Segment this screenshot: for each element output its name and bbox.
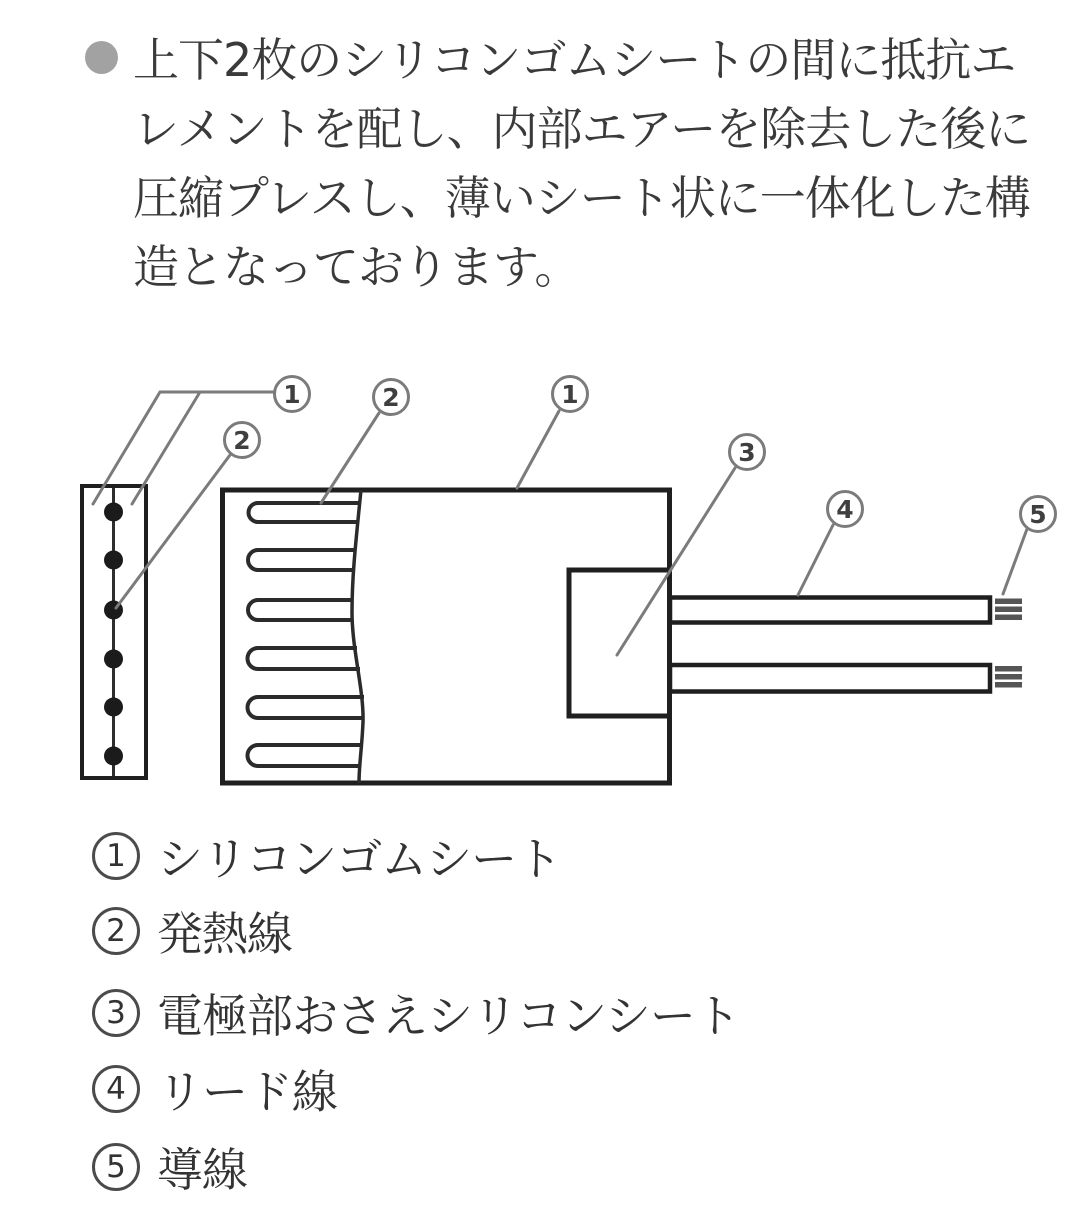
legend-num-4: 4 bbox=[92, 1065, 140, 1113]
conductor-strands bbox=[995, 599, 1022, 688]
intro-line: 造となっております。 bbox=[133, 240, 580, 294]
intro-line: レメントを配し、内部エアーを除去した後に bbox=[133, 102, 1031, 156]
legend-num-1: 1 bbox=[92, 832, 140, 880]
leader-lead-wire bbox=[798, 525, 833, 595]
electrode-holder-sheet bbox=[569, 570, 670, 716]
legend-num-5: 5 bbox=[92, 1143, 140, 1191]
callout-3-electrode: 3 bbox=[728, 433, 766, 471]
legend-label-3: 電極部おさえシリコンシート bbox=[157, 989, 740, 1043]
legend-label-1: シリコンゴムシート bbox=[157, 832, 562, 886]
callout-1-sheet-plan: 1 bbox=[551, 375, 589, 413]
legend-item-3 bbox=[92, 988, 740, 1043]
legend-label-4: リード線 bbox=[157, 1065, 337, 1119]
lead-wires bbox=[670, 598, 1022, 692]
legend-num-3: 3 bbox=[92, 989, 140, 1037]
sheet-edge-view bbox=[82, 486, 146, 778]
legend-item-2 bbox=[92, 906, 292, 961]
callout-1-sheet-edge: 1 bbox=[273, 375, 311, 413]
legend-item-1 bbox=[92, 831, 562, 886]
intro-line: 上下2枚のシリコンゴムシートの間に抵抗エ bbox=[133, 33, 1016, 87]
callout-4-lead-wire: 4 bbox=[826, 490, 864, 528]
legend-num-2: 2 bbox=[92, 907, 140, 955]
leader-sheet-top bbox=[517, 411, 559, 488]
intro-line: 圧縮プレスし、薄いシート状に一体化した構 bbox=[133, 171, 1030, 225]
callout-2-wire-edge: 2 bbox=[223, 421, 261, 459]
legend-label-2: 発熱線 bbox=[157, 907, 292, 961]
leader-conductor bbox=[1003, 529, 1027, 594]
legend-item-5 bbox=[92, 1142, 247, 1197]
legend-label-5: 導線 bbox=[157, 1143, 247, 1197]
callout-2-wire-plan: 2 bbox=[372, 378, 410, 416]
callout-5-conductor: 5 bbox=[1019, 495, 1057, 533]
legend-item-4 bbox=[92, 1064, 337, 1119]
